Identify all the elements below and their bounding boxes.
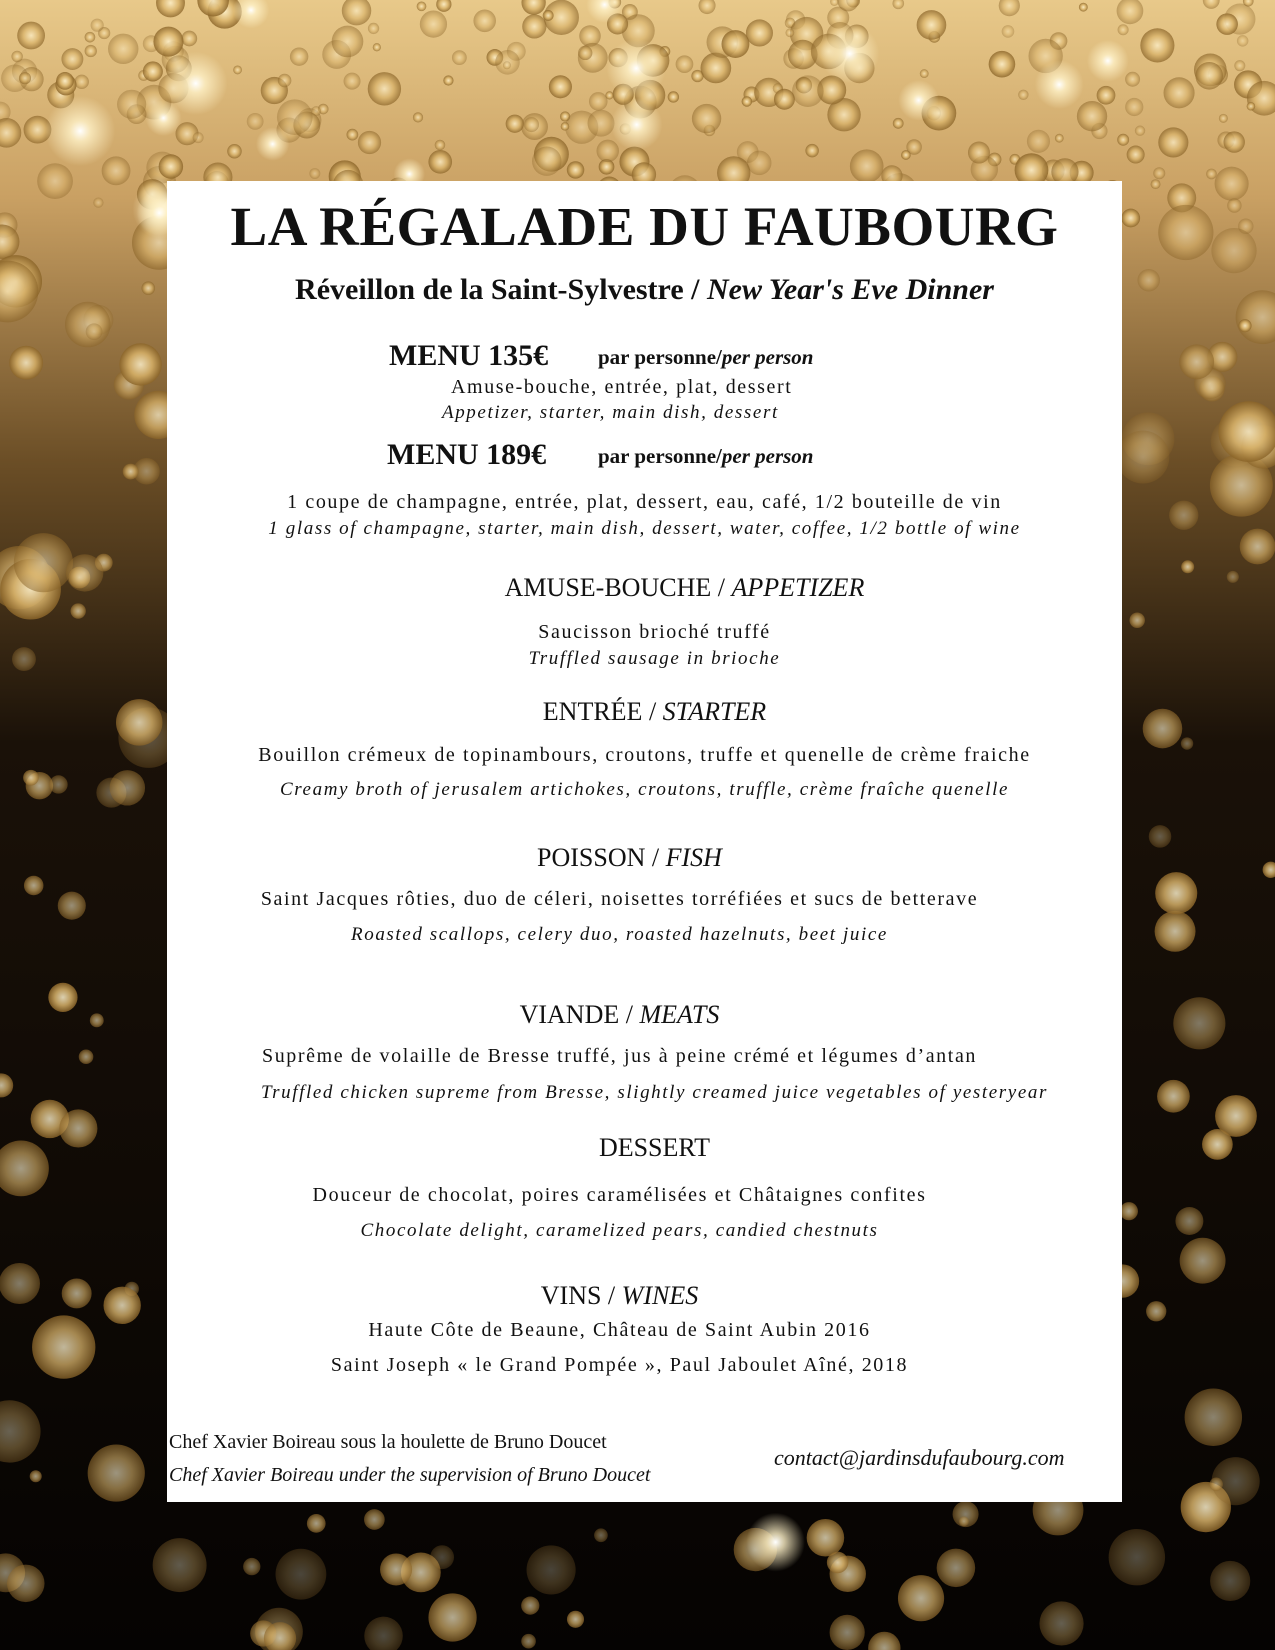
bokeh-dot [1077, 101, 1107, 131]
bokeh-dot [193, 132, 204, 143]
bokeh-dot [1209, 1477, 1222, 1490]
bokeh-dot [142, 281, 156, 295]
menu-135-desc-fr: Amuse-bouche, entrée, plat, dessert [451, 376, 793, 398]
chef-credit-en: Chef Xavier Boireau under the supervision of Bruno Doucet [169, 1464, 651, 1486]
bokeh-dot [243, 1558, 260, 1575]
bokeh-dot [91, 19, 104, 32]
sparkle-glint [746, 1513, 805, 1572]
bokeh-dot [1018, 90, 1028, 100]
per-person-fr: par personne/ [598, 444, 722, 468]
bokeh-dot [62, 1278, 92, 1308]
bokeh-dot [1127, 146, 1145, 164]
bokeh-dot [181, 31, 197, 47]
bokeh-dot [1121, 209, 1140, 228]
bokeh-dot [1206, 169, 1217, 180]
bokeh-dot [805, 144, 818, 157]
bokeh-dot [901, 150, 911, 160]
bokeh-dot [1240, 529, 1275, 565]
bokeh-dot [917, 10, 947, 40]
bokeh-dot [61, 48, 83, 70]
bokeh-dot [32, 1315, 95, 1378]
bokeh-dot [1118, 24, 1129, 35]
bokeh-dot [1247, 102, 1256, 111]
bokeh-dot [420, 10, 447, 37]
bokeh-dot [561, 122, 569, 130]
heading-en: WINES [621, 1281, 699, 1310]
bokeh-dot [1216, 13, 1238, 35]
sparkle-glint [820, 24, 879, 83]
bokeh-dot [937, 1549, 976, 1588]
bokeh-dot [428, 150, 452, 174]
bokeh-dot [1117, 134, 1129, 146]
sparkle-glint [256, 127, 289, 160]
bokeh-dot [37, 163, 73, 199]
bokeh-dot [746, 19, 773, 46]
bokeh-dot [1238, 319, 1251, 332]
event-subtitle [167, 273, 1122, 307]
bokeh-dot [380, 1553, 412, 1585]
sparkle-glint [898, 80, 939, 121]
bokeh-dot [1109, 1529, 1165, 1585]
fish-fr: Saint Jacques rôties, duo de céleri, noisettes torréfiées et sucs de betterave [260, 888, 979, 910]
wine-item-2: Saint Joseph « le Grand Pompée », Paul Jaboulet Aîné, 2018 [330, 1354, 909, 1376]
bokeh-dot [1227, 571, 1239, 583]
bokeh-dot [1227, 198, 1241, 212]
bokeh-dot [307, 1514, 326, 1533]
appetizer-fr: Saucisson brioché truffé [538, 621, 771, 643]
bokeh-dot [1151, 179, 1161, 189]
bokeh-dot [1234, 60, 1245, 71]
bokeh-dot [17, 22, 45, 50]
bokeh-dot [898, 1575, 944, 1621]
subtitle-en: New Year's Eve Dinner [706, 273, 994, 306]
bokeh-dot [344, 73, 361, 90]
sparkle-glint [607, 39, 666, 98]
bokeh-dot [66, 554, 103, 591]
per-person-fr: par personne/ [598, 345, 722, 369]
bokeh-dot [9, 346, 43, 380]
bokeh-dot [1173, 997, 1225, 1049]
dessert-fr: Douceur de chocolat, poires caramélisées et Châtaignes confites [312, 1184, 927, 1206]
bokeh-dot [368, 72, 401, 105]
bokeh-dot [413, 112, 423, 122]
bokeh-dot [742, 96, 753, 107]
bokeh-dot [58, 892, 86, 920]
heading-fr: ENTRÉE / [542, 697, 657, 726]
bokeh-dot [1158, 205, 1213, 260]
bokeh-dot [1027, 130, 1050, 153]
bokeh-dot [65, 302, 111, 348]
bokeh-dot [443, 75, 453, 85]
contact-email[interactable]: contact@jardinsdufaubourg.com [774, 1445, 1065, 1470]
chef-credit-fr: Chef Xavier Boireau sous la houlette de Bruno Doucet [169, 1431, 607, 1453]
bokeh-dot [588, 110, 615, 137]
bokeh-dot [12, 647, 36, 671]
bokeh-dot [1116, 431, 1169, 484]
bokeh-dot [452, 50, 467, 65]
bokeh-dot [524, 117, 539, 132]
bokeh-dot [850, 149, 884, 183]
bokeh-dot [1125, 98, 1143, 116]
meats-fr: Suprême de volaille de Bresse truffé, jus à peine crémé et légumes d’antan [261, 1045, 978, 1067]
bokeh-dot [14, 533, 73, 592]
bokeh-dot [79, 1049, 94, 1064]
section-heading-fish [152, 843, 1107, 873]
bokeh-dot [1125, 72, 1140, 87]
menu-189-price: MENU 189€ [387, 438, 547, 471]
bokeh-dot [278, 74, 291, 87]
bokeh-dot [1169, 501, 1198, 530]
bokeh-dot [0, 1263, 40, 1304]
bokeh-dot [56, 72, 74, 90]
bokeh-dot [277, 99, 313, 135]
bokeh-dot [692, 104, 721, 133]
heading-en: FISH [665, 843, 722, 872]
bokeh-dot [968, 142, 990, 164]
bokeh-dot [435, 140, 446, 151]
bokeh-dot [1179, 344, 1214, 379]
bokeh-dot [85, 32, 96, 43]
bokeh-dot [227, 144, 242, 159]
per-person-en: per person [721, 345, 814, 369]
section-heading-meats [142, 1000, 1097, 1030]
bokeh-dot [1137, 269, 1159, 291]
bokeh-dot [1215, 167, 1249, 201]
bokeh-dot [30, 1470, 42, 1482]
bokeh-dot [1002, 25, 1015, 38]
starter-en: Creamy broth of jerusalem artichokes, croutons, truffle, crème fraîche quenelle [280, 779, 1009, 800]
bokeh-dot [594, 1528, 608, 1542]
bokeh-dot [1155, 872, 1197, 914]
bokeh-dot [123, 464, 139, 480]
bokeh-dot [1146, 1301, 1166, 1321]
bokeh-dot [1135, 126, 1145, 136]
bokeh-dot [332, 26, 364, 58]
bokeh-dot [90, 1013, 104, 1027]
bokeh-dot [358, 131, 381, 154]
bokeh-dot [119, 343, 161, 385]
bokeh-dot [93, 197, 103, 207]
bokeh-dot [309, 168, 320, 179]
bokeh-dot [1097, 86, 1116, 105]
menu-135-price: MENU 135€ [389, 339, 549, 372]
bokeh-dot [117, 90, 146, 119]
bokeh-dot [7, 1565, 45, 1603]
menu-135-desc-en: Appetizer, starter, main dish, dessert [442, 402, 779, 423]
heading-fr: POISSON / [537, 843, 660, 872]
bokeh-dot [567, 161, 584, 178]
section-heading-starter [177, 697, 1132, 727]
bokeh-dot [521, 1597, 539, 1615]
bokeh-dot [522, 14, 546, 38]
bokeh-dot [86, 323, 103, 340]
bokeh-dot [1143, 709, 1183, 749]
bokeh-dot [71, 603, 86, 618]
bokeh-dot [428, 1593, 476, 1641]
menu-189-desc-fr: 1 coupe de champagne, entrée, plat, dessert, eau, café, 1/2 bouteille de vin [287, 491, 1002, 513]
bokeh-dot [49, 775, 67, 793]
bokeh-dot [785, 28, 794, 37]
bokeh-dot [247, 113, 264, 130]
bokeh-dot [11, 51, 22, 62]
bokeh-dot [543, 10, 554, 21]
fish-en: Roasted scallops, celery duo, roasted hazelnuts, beet juice [351, 924, 888, 945]
bokeh-dot [989, 51, 1016, 78]
bokeh-dot [116, 699, 162, 745]
section-heading-dessert [177, 1133, 1132, 1163]
bokeh-dot [747, 151, 771, 175]
bokeh-dot [417, 1, 427, 11]
bokeh-dot [527, 1545, 576, 1594]
section-heading-appetizer [207, 573, 1162, 603]
bokeh-dot [85, 45, 97, 57]
bokeh-dot [88, 1444, 145, 1501]
bokeh-dot [521, 1634, 536, 1649]
bokeh-dot [830, 1615, 865, 1650]
bokeh-dot [532, 146, 561, 175]
bokeh-dot [1157, 1080, 1190, 1113]
sparkle-glint [1087, 40, 1129, 82]
bokeh-dot [19, 72, 31, 84]
bokeh-dot [1195, 62, 1223, 90]
restaurant-name: LA RÉGALADE DU FAUBOURG [230, 196, 1059, 257]
bokeh-dot [102, 156, 131, 185]
bokeh-dot [1219, 114, 1228, 123]
heading-fr: VINS / [540, 1281, 616, 1310]
bokeh-dot [103, 1287, 140, 1324]
bokeh-dot [1153, 167, 1165, 179]
bokeh-dot [893, 118, 904, 129]
bokeh-dot [48, 983, 77, 1012]
bokeh-dot [290, 47, 308, 65]
bokeh-dot [1039, 1601, 1083, 1645]
bokeh-dot [1180, 1238, 1226, 1284]
bokeh-dot [373, 43, 381, 51]
bokeh-dot [549, 75, 572, 98]
bokeh-dot [347, 129, 359, 141]
bokeh-dot [1175, 1207, 1203, 1235]
menu-189-desc-en: 1 glass of champagne, starter, main dish, dessert, water, coffee, 1/2 bottle of wine [268, 518, 1021, 539]
bokeh-dot [153, 1538, 207, 1592]
sparkle-glint [45, 96, 115, 166]
heading-fr: VIANDE / [519, 1000, 633, 1029]
bokeh-dot [676, 55, 694, 73]
bokeh-dot [364, 1509, 385, 1530]
dessert-en: Chocolate delight, caramelized pears, candied chestnuts [360, 1220, 879, 1241]
section-heading-wines [142, 1281, 1097, 1311]
bokeh-dot [24, 876, 44, 896]
sparkle-glint [611, 99, 663, 151]
bokeh-dot [368, 23, 379, 34]
bokeh-dot [1210, 1561, 1250, 1601]
bokeh-dot [473, 10, 496, 33]
bokeh-dot [1237, 35, 1248, 46]
bokeh-dot [1164, 77, 1195, 108]
sparkle-glint [1035, 60, 1084, 109]
bokeh-dot [108, 34, 138, 64]
bokeh-dot [1223, 131, 1244, 152]
heading-fr: AMUSE-BOUCHE / [504, 573, 725, 602]
bokeh-dot [233, 66, 242, 75]
bokeh-dot [920, 69, 929, 78]
bokeh-dot [276, 1549, 327, 1600]
bokeh-dot [59, 1109, 97, 1147]
bokeh-dot [110, 770, 145, 805]
bokeh-dot [807, 1519, 845, 1557]
subtitle-fr: Réveillon de la Saint-Sylvestre / [295, 273, 700, 306]
menu-135-per-person [598, 345, 813, 370]
bokeh-dot [774, 89, 795, 110]
bokeh-dot [495, 50, 520, 75]
bokeh-dot [1155, 911, 1196, 952]
bokeh-dot [1079, 3, 1088, 12]
starter-fr: Bouillon crémeux de topinambours, croutons, truffe et quenelle de crème fraiche [258, 744, 1031, 766]
bokeh-dot [959, 1516, 969, 1526]
meats-en: Truffled chicken supreme from Bresse, slightly creamed juice vegetables of yesteryear [261, 1082, 1048, 1103]
bokeh-dot [668, 91, 679, 102]
bokeh-dot [792, 75, 824, 107]
bokeh-dot [1181, 560, 1194, 573]
bokeh-dot [1185, 1388, 1242, 1445]
wine-item-1: Haute Côte de Beaune, Château de Saint Aubin 2016 [368, 1319, 871, 1341]
bokeh-dot [159, 154, 183, 178]
bokeh-dot [1120, 1202, 1138, 1220]
bokeh-dot [1211, 228, 1256, 273]
menu-189-per-person [598, 444, 813, 469]
bokeh-dot [827, 1552, 849, 1574]
bokeh-dot [23, 770, 39, 786]
bokeh-dot [506, 115, 524, 133]
bokeh-dot [1202, 1129, 1233, 1160]
bokeh-dot [1158, 127, 1188, 157]
bokeh-dot [74, 75, 88, 89]
heading-fr: DESSERT [598, 1133, 711, 1162]
appetizer-en: Truffled sausage in brioche [528, 648, 781, 669]
bokeh-dot [567, 1611, 584, 1628]
heading-en: STARTER [662, 697, 767, 726]
sparkle-glint [164, 52, 227, 115]
bokeh-dot [578, 46, 592, 60]
bokeh-dot [1181, 737, 1193, 749]
bokeh-dot [1140, 28, 1174, 62]
bokeh-dot [1149, 825, 1172, 848]
bokeh-dot [143, 61, 163, 81]
bokeh-dot [153, 27, 183, 57]
heading-en: MEATS [639, 1000, 720, 1029]
bokeh-dot [722, 30, 750, 58]
bokeh-dot [597, 140, 619, 162]
bokeh-dot [430, 1545, 454, 1569]
heading-en: APPETIZER [731, 573, 865, 602]
menu-card [167, 181, 1122, 1502]
bokeh-dot [1055, 134, 1064, 143]
bokeh-dot [589, 92, 608, 111]
per-person-en: per person [721, 444, 814, 468]
